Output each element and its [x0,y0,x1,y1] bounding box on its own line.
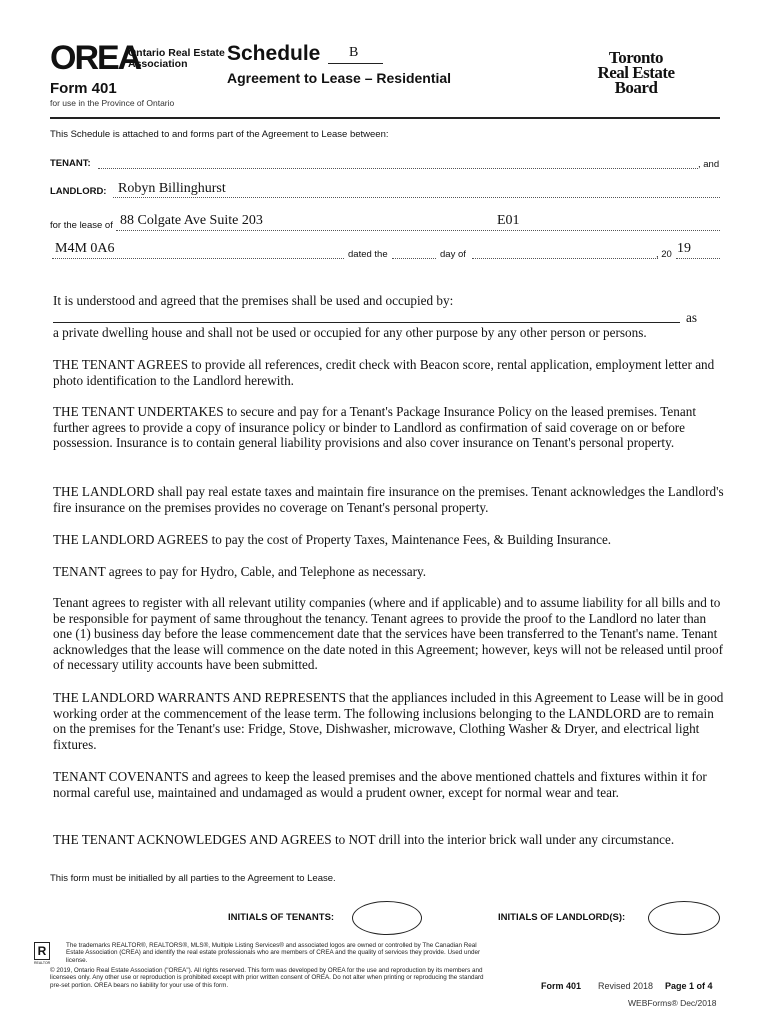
lease-address[interactable]: 88 Colgate Ave Suite 203 [120,213,263,228]
treb-line2: Real Estate [597,63,675,82]
clause-tenant-insurance: THE TENANT UNDERTAKES to secure and pay for a Tenant's Package Insurance Policy on the leased premises. Tenant further agrees to provide a copy of insurance policy or binder to Landlord as confirmation of said coverage on or before possession. Insurance is to contain general liability provisions and also cover insurance on Tenant's personal property. [53,404,696,451]
treb-line1: Toronto [608,48,664,67]
footer-form-number: Form 401 [541,981,582,991]
as-label: as [686,310,697,325]
dated-field[interactable] [392,258,436,259]
postal-code[interactable]: M4M 0A6 [55,241,115,256]
schedule-title [227,42,320,66]
footer-webforms: WEBForms® Dec/2018 [628,998,717,1008]
use-field[interactable] [53,322,680,323]
province-note: for use in the Province of Ontario [50,98,175,108]
clause-tenant-utility-registration: Tenant agrees to register with all relevant utility companies (where and if applicable) and to assume liability for all bills and to be responsible for payment of same throughout the tenancy. Tenant agrees to provide the proof to the Landlord no later than one (1) business day before the lease commencement date that the services have been transferred to the Tenant's name. Tenant acknowledges that the lease will commence on the date noted in this Agreement; however, keys will not be released until proof of necessary utility accounts have been submitted. [53,595,723,673]
landlord-field[interactable] [113,197,720,198]
year-prefix: , 20 [656,249,672,260]
orea-name-line2: Association [128,58,188,70]
trademark-text: The trademarks REALTOR®, REALTORS®, MLS®, Multiple Listing Services® and associated logos are owned or controlled by The Canadian Real Estate Association (CREA) and identify the real estate professionals who are members of CREA and the quality of services they provide. Used under license. [66,942,481,964]
landlord-value[interactable]: Robyn Billinghurst [118,181,226,196]
landlord-initials-box[interactable] [648,901,720,935]
clause-tenant-utilities-pay: TENANT agrees to pay for Hydro, Cable, and Telephone as necessary. [53,564,427,579]
form-number: Form 401 [50,80,117,97]
lease-label: for the lease of [50,220,113,231]
realtor-logo [34,942,50,965]
initials-tenants-label: INITIALS OF TENANTS: [228,912,335,923]
clause-landlord-warranty: THE LANDLORD WARRANTS AND REPRESENTS that the appliances included in this Agreement to Lease will be in good working order at the commencement of the lease term. The following inclusions belonging to the LANDLORD are to remain on the premises for the Tenant's use: Fridge, Stove, Dishwasher, microwave, Clothing Washer & Dryer, and electrical light fixtures. [53,690,724,752]
dated-label: dated the [348,249,388,260]
postal-field[interactable] [52,258,344,259]
footer-revised: Revised 2018 [598,981,654,991]
lease-unit[interactable]: E01 [497,213,520,228]
initial-note: This form must be initialled by all parties to the Agreement to Lease. [50,873,336,884]
footer-page: Page 1 of 4 [665,981,713,991]
day-label: day of [440,249,466,260]
use-continued: a private dwelling house and shall not be used or occupied for any other purpose by any other person or persons. [53,325,647,340]
intro-text: This Schedule is attached to and forms part of the Agreement to Lease between: [50,129,389,140]
clause-tenant-covenants: TENANT COVENANTS and agrees to keep the leased premises and the above mentioned chattels and fixtures within it for normal careful use, maintained and undamaged as would a prudent owner, except for normal wear and tear. [53,769,707,800]
schedule-label: Schedule [227,42,321,65]
realtor-logo-mark: R [34,942,50,960]
clause-landlord-costs: THE LANDLORD AGREES to pay the cost of Property Taxes, Maintenance Fees, & Building Insurance. [53,532,612,547]
treb-line3: Board [614,78,658,97]
clause-tenant-references: THE TENANT AGREES to provide all references, credit check with Beacon score, rental application, employment letter and photo identification to the Landlord herewith. [53,357,715,388]
orea-logo [50,41,140,75]
realtor-logo-caption: REALTOR [34,961,51,965]
orea-name-line1: Ontario Real Estate [128,47,225,59]
use-intro: It is understood and agreed that the premises shall be used and occupied by: [53,293,454,308]
form-subtitle: Agreement to Lease – Residential [227,70,452,86]
schedule-value[interactable]: B [349,45,359,60]
tenant-label: TENANT: [50,158,91,169]
orea-logo-text: OREA [50,39,141,77]
orea-name [128,48,225,70]
landlord-label: LANDLORD: [50,186,107,197]
clause-no-drilling: THE TENANT ACKNOWLEDGES AND AGREES to NOT drill into the interior brick wall under any circumstance. [53,832,675,847]
schedule-line [328,63,383,64]
year-value[interactable]: 19 [677,241,691,256]
copyright-text: © 2019, Ontario Real Estate Association ("OREA"). All rights reserved. This form was developed by OREA for the use and reproduction by its members and licensees only. Any other use or reproduction is prohibited except with prior written consent of OREA. Do not alter when printing or reproducing the standard pre-set portion. OREA bears no liability for your use of this form. [50,967,484,989]
and-label: , and [698,159,720,170]
treb-logo [588,50,684,95]
header-rule [50,117,720,119]
clause-landlord-taxes: THE LANDLORD shall pay real estate taxes and maintain fire insurance on the premises. Tenant acknowledges the Landlord's fire insurance on the premises provides no coverage on Tenant's personal property. [53,484,724,515]
initials-landlords-label: INITIALS OF LANDLORD(S): [498,912,626,923]
lease-field[interactable] [116,230,720,231]
year-field[interactable] [676,258,720,259]
day-field[interactable] [472,258,658,259]
tenant-field[interactable] [98,168,698,169]
tenant-initials-box[interactable] [352,901,422,935]
